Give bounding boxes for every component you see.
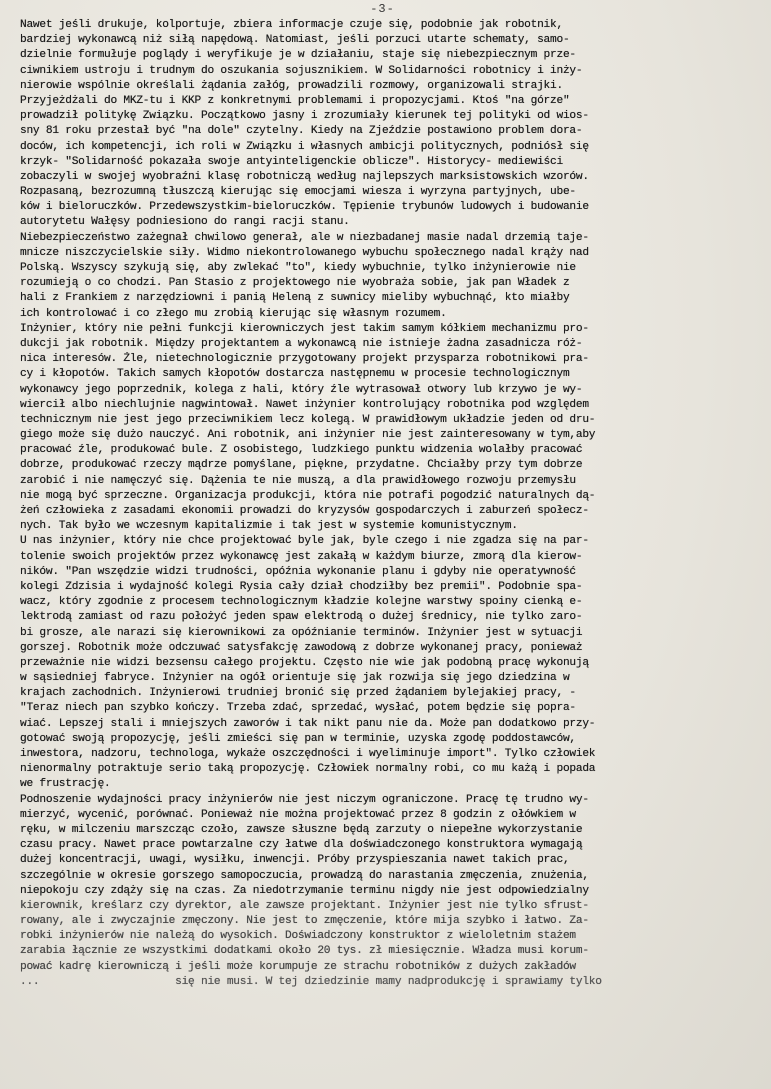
text-line: bi grosze, ale narazi się kierownikowi za opóźnianie terminów. Inżynier jest w sytuacji <box>20 626 583 639</box>
text-line: hali z Frankiem z narzędziowni i panią Heleną z suwnicy mieliby wybuchnąć, kto miałby <box>20 292 570 305</box>
text-line: ... się nie musi. W tej dziedzinie mamy nadprodukcję i sprawiamy tylko <box>20 975 602 988</box>
text-line: nych. Tak było we wczesnym kapitalizmie i tak jest w systemie komunistycznym. <box>20 520 518 533</box>
text-line: inwestora, nadzoru, technologa, wykaże oszczędności i wyeliminuje import". Tylko człowiek <box>20 748 596 760</box>
text-line: "Teraz niech pan szybko kończy. Trzeba zdać, sprzedać, wysłać, potem będzie się popra- <box>20 702 576 715</box>
text-line: wiercił albo niechlujnie nagwintował. Nawet inżynier kontrolujący robotnika pod względem <box>20 398 589 411</box>
text-line: pracować źle, produkować bule. Z osobistego, ludzkiego punktu widzenia wolałby pracować <box>20 444 583 457</box>
text-line: ciwnikiem ustroju i trudnym do oszukania sojusznikiem. W Solidarności robotnicy i inży- <box>20 64 583 77</box>
text-line: krzyk- "Solidarność pokazała swoje antyinteligenckie oblicze". Historycy- mediewiści <box>20 155 563 168</box>
text-line: dukcji jak robotnik. Między projektantem a wykonawcą nie istnieje żadna zasadnicza róż- <box>20 337 583 350</box>
text-line: nica interesów. Źle, nietechnologicznie przygotowany projekt przysparza robotnikowi pra- <box>20 353 589 366</box>
text-line: sny 81 roku przestał być "na dole" czytelny. Kiedy na Zjeździe postawiono problem dora- <box>20 125 583 138</box>
text-line: nienormalny potraktuje serio taką propozycję. Człowiek normalny robi, co mu każą i popada <box>20 763 596 776</box>
text-line: żeń człowieka z zasadami ekonomii prowadzi do kryzysów gospodarczych i zaburzeń społecz- <box>20 505 589 517</box>
text-line: mnicze niszczycielskie siły. Widmo niekontrolowanego wybuchu społecznego nadal krąży nad <box>20 246 589 259</box>
text-line: rowany, ale i zwyczajnie zmęczony. Nie jest to zmęczenie, które mija szybko i łatwo. Za- <box>20 915 589 928</box>
text-line: ich kontrolować i co złego mu zrobią kierując się własnym rozumem. <box>20 307 447 320</box>
text-line: ręku, w milczeniu marszcząc czoło, zawsze słuszne będą zarzuty o niepełne wykorzystanie <box>20 823 583 836</box>
text-line: przeważnie nie widzi bezsensu całego projektu. Często nie wie jak podobną pracę wykonują <box>20 656 589 669</box>
text-line: dobrze, produkować rzeczy mądrze pomyślane, piękne, przydatne. Chciałby przy tym dobrze <box>20 459 583 472</box>
text-line: wykonawcy jego poprzednik, kolega z hali, który źle wytrasował otwory lub krzywo je wy- <box>20 383 583 396</box>
text-line: gotować swoją propozycję, jeśli zmieści się pan w terminie, uzyska zgodę poddostawców, <box>20 732 576 745</box>
text-line: zarabia łącznie ze wszystkimi dodatkami około 20 tys. zł miesięcznie. Władza musi korum- <box>20 945 589 958</box>
text-line: cy i kłopotów. Takich samych kłopotów dostarcza następnemu w procesie technologicznym <box>20 368 570 381</box>
text-line: tolenie swoich projektów przez wykonawcę jest zakałą w każdym biurze, zmorą dla kierow- <box>20 550 583 563</box>
text-line: Rozpasaną, bezrozumną tłuszczą kierując się emocjami wiesza i wyrzyna partyjnych, ube- <box>20 186 576 199</box>
text-line: Niebezpieczeństwo zażegnał chwilowo generał, ale w niezbadanej masie nadal drzemią taje- <box>20 231 589 244</box>
text-line: Polską. Wszyscy szykują się, aby zwlekać "to", kiedy wybuchnie, tylko inżynierowie nie <box>20 262 576 274</box>
text-line: pować kadrę kierowniczą i jeśli może korumpuje ze strachu robotników z dużych zakładów <box>20 960 576 973</box>
text-line: czasu pracy. Nawet prace powtarzalne czy łatwe dla doświadczonego konstruktora wymagają <box>20 839 583 852</box>
text-line: robki inżynierów nie należą do wysokich. Doświadczony konstruktor z wieloletnim stażem <box>20 930 576 943</box>
text-line: dużej koncentracji, uwagi, wysiłku, inwencji. Próby przyspieszania nawet takich prac, <box>20 854 570 867</box>
text-line: ków i bieloruczków. Przedewszystkim-bieloruczków. Tępienie trybunów ludowych i budowanie <box>20 201 589 214</box>
text-line: ników. "Pan wszędzie widzi trudności, opóźnia wykonanie planu i gdyby nie operatywność <box>20 565 576 578</box>
text-line: niepokoju czy zdąży się na czas. Za niedotrzymanie terminu nigdy nie jest odpowiedzialny <box>20 884 589 897</box>
text-line: w sąsiedniej fabryce. Inżynier na ogół orientuje się jak rozwija się jego dziedzina w <box>20 672 570 685</box>
text-line: mierzyć, wycenić, porównać. Ponieważ nie można projektować przez 8 godzin z ołówkiem w <box>20 808 576 821</box>
text-line: Podnoszenie wydajności pracy inżynierów nie jest niczym ograniczone. Pracę tę trudno wy- <box>20 793 589 806</box>
text-line: rozumieją o co chodzi. Pan Stasio z projektowego nie wyobraża sobie, jak pan Władek z <box>20 277 570 290</box>
text-line: U nas inżynier, który nie chce projektować byle jak, byle czego i nie zgadza się na par- <box>20 535 589 548</box>
text-line: technicznym nie jest jego przeciwnikiem lecz kolegą. W prawidłowym układzie jeden od dru- <box>20 413 596 426</box>
text-line: zarobić i nie namęczyć się. Dążenia te nie muszą, a dla prawidłowego rozwoju przemysłu <box>20 474 576 487</box>
text-line: giego może się dużo nauczyć. Ani robotnik, ani inżynier nie jest zainteresowany w tym,aby <box>20 429 596 442</box>
text-line: doców, ich kompetencji, ich roli w Związku i własnych ambicji politycznych, podniósł się <box>20 140 589 153</box>
text-line: Nawet jeśli drukuje, kolportuje, zbiera informacje czuje się, podobnie jak robotnik, <box>20 19 563 31</box>
text-line: gorszej. Robotnik może odczuwać satysfakcję zawodową z dobrze wykonanej pracy, ponieważ <box>20 641 583 654</box>
text-line: Inżynier, który nie pełni funkcji kierowniczych jest takim samym kółkiem mechanizmu pro- <box>20 322 589 335</box>
text-line: nierowie wspólnie określali żądania załóg, prowadzili rozmowy, organizowali strajki. <box>20 79 563 92</box>
text-line: dzielnie formułuje poglądy i weryfikuje je w działaniu, staje się niebezpiecznym prze- <box>20 49 576 62</box>
text-line: Przyjeżdżali do MKZ-tu i KKP z konkretnymi problemami i propozycjami. Ktoś "na górze" <box>20 94 570 107</box>
text-line: kolegi Zdzisia i wydajność kolegi Rysia cały dział chodziłby bez premii". Podobnie spa- <box>20 580 583 593</box>
text-line: kierownik, kreślarz czy dyrektor, ale zawsze projektant. Inżynier jest nie tylko sfrust- <box>20 899 589 912</box>
text-line: krajach zachodnich. Inżynierowi trudniej bronić się przed żądaniem bylejakiej pracy, - <box>20 687 576 700</box>
text-line: we frustrację. <box>20 778 111 791</box>
text-line: wacz, który zgodnie z procesem technologicznym kładzie kolejne warstwy spoiny cienką e- <box>20 596 583 609</box>
text-line: nie mogą być sprzeczne. Organizacja produkcji, która nie potrafi pogodzić naturalnych dą- <box>20 489 596 502</box>
text-line: bardziej wykonawcą niż siłą napędową. Natomiast, jeśli porzuci utarte schematy, samo- <box>20 34 570 47</box>
body-text <box>20 18 745 990</box>
text-line: zobaczyli w swojej wyobraźni klasę robotniczą według najlepszych marksistowskich wzorów. <box>20 170 589 183</box>
text-line: lektrodą zamiast od razu położyć jeden spaw elektrodą o dużej średnicy, nie tylko zaro- <box>20 611 583 624</box>
text-line: autorytetu Wałęsy podniesiono do rangi racji stanu. <box>20 216 350 229</box>
text-line: wiać. Lepszej stali i mniejszych zaworów i tak nikt panu nie da. Może pan dodatkowo przy- <box>20 717 596 730</box>
text-line: prowadził politykę Związku. Początkowo jasny i zrozumiały kierunek tej polityki od wios- <box>20 110 589 123</box>
text-line: szczególnie w okresie gorszego samopoczucia, prowadzą do narastania zmęczenia, znużenia, <box>20 869 589 882</box>
page-number: -3- <box>370 2 395 16</box>
